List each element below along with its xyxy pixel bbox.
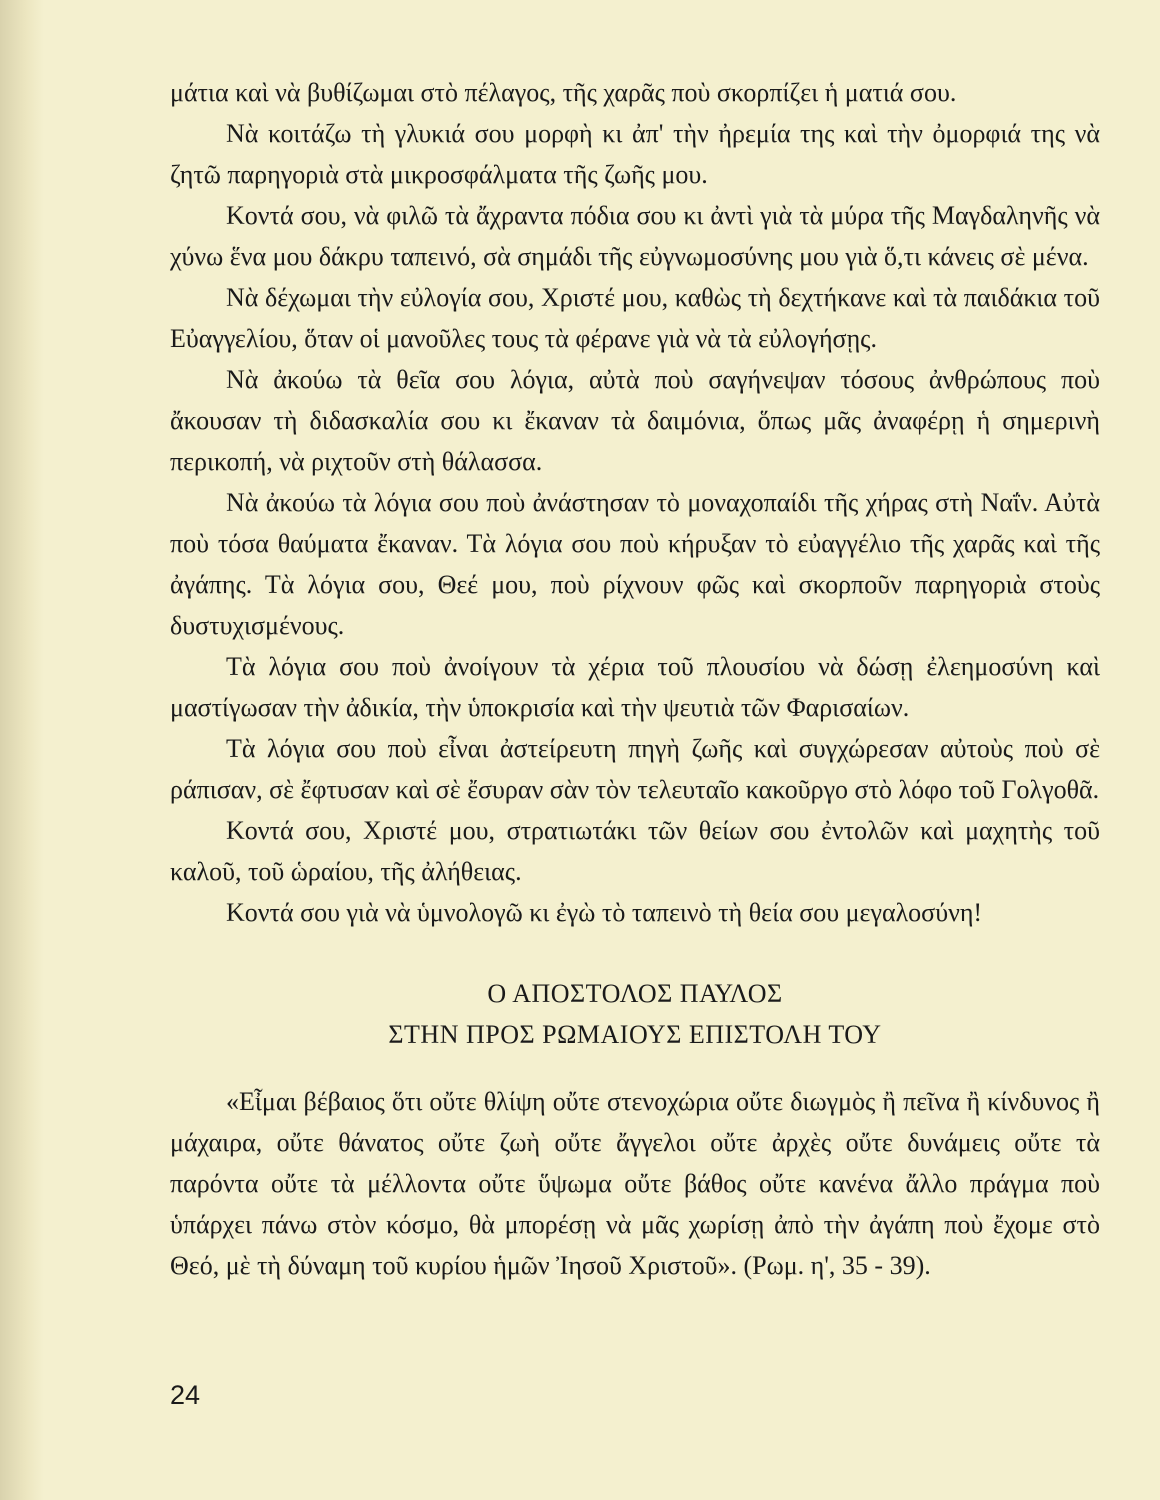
paragraph-1: μάτια καὶ νὰ βυθίζωμαι στὸ πέλαγος, τῆς χαρᾶς ποὺ σκορπίζει ἡ ματιά σου. xyxy=(170,78,957,107)
heading-line-2: ΣΤΗΝ ΠΡΟΣ ΡΩΜΑΙΟΥΣ ΕΠΙΣΤΟΛΗ ΤΟΥ xyxy=(388,1020,882,1049)
page-body xyxy=(170,72,1100,1286)
paragraph-2: Νὰ κοιτάζω τὴ γλυκιά σου μορφὴ κι ἀπ' τὴν ἠρεμία της καὶ τὴν ὀμορφιά της νὰ ζητῶ παρηγοριὰ στὰ μικροσφάλματα τῆς ζωῆς μου. xyxy=(170,119,1100,189)
section-heading xyxy=(170,973,1100,1055)
heading-line-1: Ο ΑΠΟΣΤΟΛΟΣ ΠΑΥΛΟΣ xyxy=(487,979,783,1008)
paragraph-3: Κοντά σου, νὰ φιλῶ τὰ ἄχραντα πόδια σου κι ἀντὶ γιὰ τὰ μύρα τῆς Μαγδαληνῆς νὰ χύνω ἕνα μου δάκρυ ταπεινό, σὰ σημάδι τῆς εὐγνωμοσύνης μου γιὰ ὅ,τι κάνεις σὲ μένα. xyxy=(170,201,1100,271)
paragraph-4: Νὰ δέχωμαι τὴν εὐλογία σου, Χριστέ μου, καθὼς τὴ δεχτήκανε καὶ τὰ παιδάκια τοῦ Εὐαγγελίου, ὅταν οἱ μανοῦλες τους τὰ φέρανε γιὰ νὰ τὰ εὐλογήσῃς. xyxy=(170,283,1100,353)
page-number: 24 xyxy=(170,1380,201,1410)
page-gutter-shadow xyxy=(0,0,44,1500)
paragraph-7: Τὰ λόγια σου ποὺ ἀνοίγουν τὰ χέρια τοῦ πλουσίου νὰ δώσῃ ἐλεημοσύνη καὶ μαστίγωσαν τὴν ἀδικία, τὴν ὑποκρισία καὶ τὴν ψευτιὰ τῶν Φαρισαίων. xyxy=(170,652,1100,722)
paragraph-6: Νὰ ἀκούω τὰ λόγια σου ποὺ ἀνάστησαν τὸ μοναχοπαίδι τῆς χήρας στὴ Ναΐν. Αὐτὰ ποὺ τόσα θαύματα ἔκαναν. Τὰ λόγια σου ποὺ κήρυξαν τὸ εὐαγγέλιο τῆς χαρᾶς καὶ τῆς ἀγάπης. Τὰ λόγια σου, Θεέ μου, ποὺ ρίχνουν φῶς καὶ σκορποῦν παρηγοριὰ στοὺς δυστυχισμένους. xyxy=(170,488,1100,640)
paragraph-10: Κοντά σου γιὰ νὰ ὑμνολογῶ κι ἐγὼ τὸ ταπεινὸ τὴ θεία σου μεγαλοσύνη! xyxy=(226,898,983,927)
scripture-quote: «Εἶμαι βέβαιος ὅτι οὔτε θλίψη οὔτε στενοχώρια οὔτε διωγμὸς ἢ πεῖνα ἢ κίνδυνος ἢ μάχαιρα, οὔτε θάνατος οὔτε ζωὴ οὔτε ἄγγελοι οὔτε ἀρχὲς οὔτε δυνάμεις οὔτε τὰ παρόντα οὔτε τὰ μέλλοντα οὔτε ὕψωμα οὔτε βάθος οὔτε κανένα ἄλλο πράγμα ποὺ ὑπάρχει πάνω στὸν κόσμο, θὰ μπορέσῃ νὰ μᾶς χωρίσῃ ἀπὸ τὴν ἀγάπη ποὺ ἔχομε στὸ Θεό, μὲ τὴ δύναμη τοῦ κυρίου ἡμῶν Ἰησοῦ Χριστοῦ». (Ρωμ. η', 35 - 39). xyxy=(170,1087,1100,1280)
paragraph-9: Κοντά σου, Χριστέ μου, στρατιωτάκι τῶν θείων σου ἐντολῶν καὶ μαχητὴς τοῦ καλοῦ, τοῦ ὡραίου, τῆς ἀλήθειας. xyxy=(170,816,1100,886)
paragraph-5: Νὰ ἀκούω τὰ θεῖα σου λόγια, αὐτὰ ποὺ σαγήνεψαν τόσους ἀνθρώπους ποὺ ἄκουσαν τὴ διδασκαλία σου κι ἔκαναν τὰ δαιμόνια, ὅπως μᾶς ἀναφέρῃ ἡ σημερινὴ περικοπή, νὰ ριχτοῦν στὴ θάλασσα. xyxy=(170,365,1100,476)
paragraph-8: Τὰ λόγια σου ποὺ εἶναι ἀστείρευτη πηγὴ ζωῆς καὶ συγχώρεσαν αὐτοὺς ποὺ σὲ ράπισαν, σὲ ἔφτυσαν καὶ σὲ ἔσυραν σὰν τὸν τελευταῖο κακοῦργο στὸ λόφο τοῦ Γολγοθᾶ. xyxy=(170,734,1100,804)
